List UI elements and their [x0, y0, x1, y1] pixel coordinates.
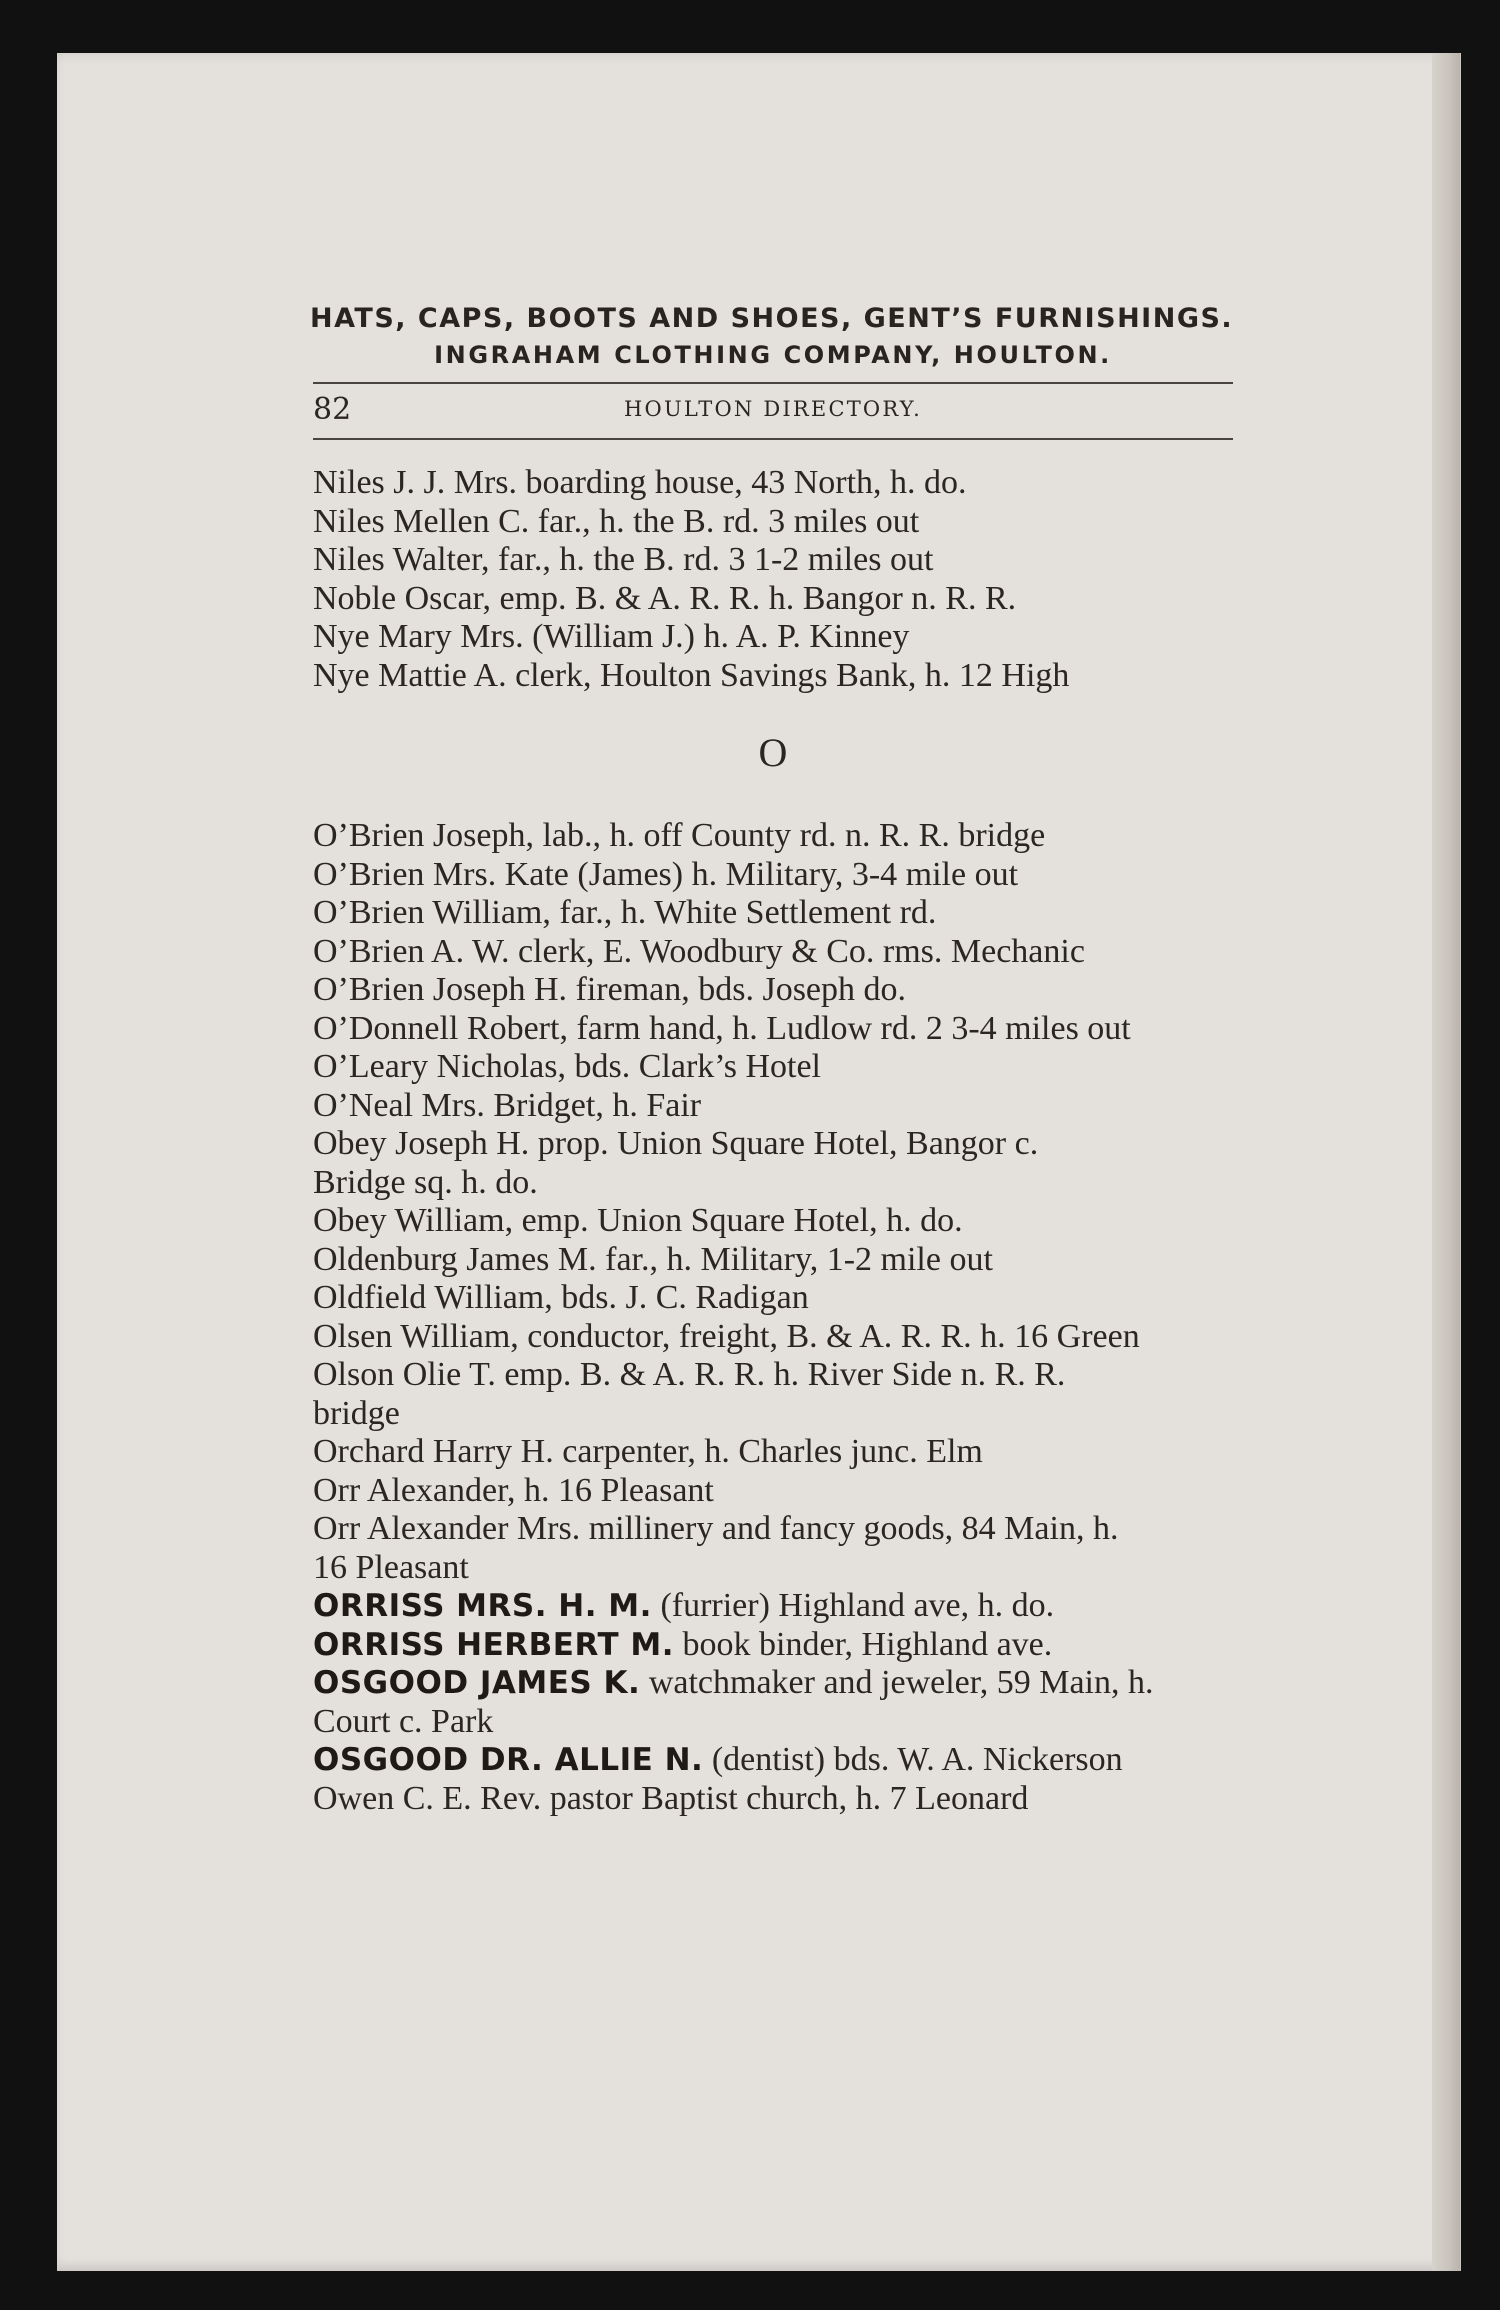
- entry-text: Niles Mellen C. far., h. the B. rd. 3 miles out: [313, 502, 920, 540]
- entry-text: watchmaker and jeweler, 59 Main, h.: [640, 1664, 1154, 1701]
- entry-text: book binder, Highland ave.: [674, 1625, 1053, 1663]
- entry-text: O’Brien Joseph H. fireman, bds. Joseph do.: [313, 971, 907, 1008]
- entry-text: O’Leary Nicholas, bds. Clark’s Hotel: [313, 1048, 821, 1085]
- directory-entry: [313, 1433, 1233, 1472]
- entry-text: Orr Alexander Mrs. millinery and fancy goods, 84 Main, h.: [313, 1510, 1119, 1547]
- advertisement-line-1: HATS, CAPS, BOOTS AND SHOES, GENT’S FURNISHINGS.: [310, 303, 1234, 334]
- directory-entry: [313, 657, 1233, 696]
- directory-entry: [313, 1780, 1233, 1819]
- directory-entry: [313, 1241, 1233, 1280]
- entry-text: O’Brien William, far., h. White Settlement rd.: [313, 894, 937, 931]
- directory-entry: [313, 1318, 1233, 1357]
- entry-text: (furrier) Highland ave, h. do.: [651, 1587, 1055, 1624]
- entry-text: Oldfield William, bds. J. C. Radigan: [313, 1279, 809, 1316]
- directory-entry: [313, 541, 1233, 580]
- directory-entry: [313, 1472, 1233, 1511]
- entry-business-name: ORRISS MRS. H. M.: [313, 1588, 652, 1624]
- section-o-list: [313, 817, 1233, 1818]
- entry-business-name: OSGOOD DR. ALLIE N.: [313, 1742, 704, 1778]
- entry-text: Oldenburg James M. far., h. Military, 1-2 mile out: [313, 1240, 993, 1278]
- entry-text: Obey William, emp. Union Square Hotel, h. do.: [313, 1202, 963, 1239]
- entry-text: O’Brien Joseph, lab., h. off County rd. n. R. R. bridge: [313, 817, 1046, 854]
- entry-text: Niles J. J. Mrs. boarding house, 43 North, h. do.: [313, 464, 967, 501]
- page-edge: [1432, 53, 1460, 2271]
- directory-entry: [313, 1587, 1233, 1626]
- entry-text: Orr Alexander, h. 16 Pleasant: [313, 1471, 714, 1509]
- entry-text: O’Neal Mrs. Bridget, h. Fair: [313, 1086, 702, 1124]
- directory-entry: [313, 503, 1233, 542]
- entry-text: Olsen William, conductor, freight, B. & A. R. R. h. 16 Green: [313, 1317, 1140, 1355]
- entry-continuation: 16 Pleasant: [313, 1548, 469, 1586]
- entry-text: Nye Mary Mrs. (William J.) h. A. P. Kinney: [313, 618, 910, 655]
- directory-entry: [313, 1510, 1233, 1587]
- page-content: [310, 300, 1234, 1818]
- page-number: 82: [313, 392, 352, 427]
- directory-entry: [313, 1087, 1233, 1126]
- running-header: [313, 384, 1233, 438]
- entry-continuation: bridge: [313, 1394, 400, 1432]
- entry-text: O’Donnell Robert, farm hand, h. Ludlow rd. 2 3-4 miles out: [313, 1009, 1131, 1047]
- directory-entry: [313, 464, 1233, 503]
- directory-entry: [313, 1664, 1233, 1741]
- directory-entry: [313, 1356, 1233, 1433]
- running-title: HOULTON DIRECTORY.: [624, 397, 922, 421]
- directory-entry: [313, 856, 1233, 895]
- entry-text: Owen C. E. Rev. pastor Baptist church, h. 7 Leonard: [313, 1779, 1029, 1817]
- section-n-list: [313, 464, 1233, 695]
- directory-entry: [313, 1202, 1233, 1241]
- entry-business-name: OSGOOD JAMES K.: [313, 1665, 641, 1701]
- directory-entry: [313, 1125, 1233, 1202]
- entry-text: Niles Walter, far., h. the B. rd. 3 1-2 miles out: [313, 541, 934, 578]
- entry-continuation: Court c. Park: [313, 1702, 494, 1740]
- directory-entry: [313, 1279, 1233, 1318]
- entry-text: (dentist) bds. W. A. Nickerson: [703, 1741, 1123, 1778]
- directory-entry: [313, 971, 1233, 1010]
- directory-entry: [313, 580, 1233, 619]
- entry-text: Orchard Harry H. carpenter, h. Charles junc. Elm: [313, 1433, 983, 1470]
- directory-entry: [313, 817, 1233, 856]
- directory-entries: [313, 464, 1233, 1818]
- header-rule-bottom: [313, 438, 1233, 440]
- advertisement-line-2: INGRAHAM CLOTHING COMPANY, HOULTON.: [434, 341, 1112, 369]
- directory-entry: [313, 894, 1233, 933]
- entry-text: O’Brien Mrs. Kate (James) h. Military, 3-4 mile out: [313, 855, 1019, 893]
- entry-text: O’Brien A. W. clerk, E. Woodbury & Co. rms. Mechanic: [313, 932, 1085, 970]
- directory-entry: [313, 1626, 1233, 1665]
- entry-business-name: ORRISS HERBERT M.: [313, 1626, 675, 1663]
- entry-text: Nye Mattie A. clerk, Houlton Savings Bank, h. 12 High: [313, 656, 1070, 694]
- directory-entry: [313, 1010, 1233, 1049]
- section-letter: O: [758, 730, 788, 775]
- directory-entry: [313, 618, 1233, 657]
- directory-entry: [313, 1048, 1233, 1087]
- entry-continuation: Bridge sq. h. do.: [313, 1163, 538, 1201]
- directory-entry: [313, 1741, 1233, 1780]
- entry-text: Noble Oscar, emp. B. & A. R. R. h. Bangor n. R. R.: [313, 579, 1017, 617]
- entry-text: Olson Olie T. emp. B. & A. R. R. h. River Side n. R. R.: [313, 1356, 1066, 1393]
- entry-text: Obey Joseph H. prop. Union Square Hotel, Bangor c.: [313, 1125, 1039, 1162]
- directory-entry: [313, 933, 1233, 972]
